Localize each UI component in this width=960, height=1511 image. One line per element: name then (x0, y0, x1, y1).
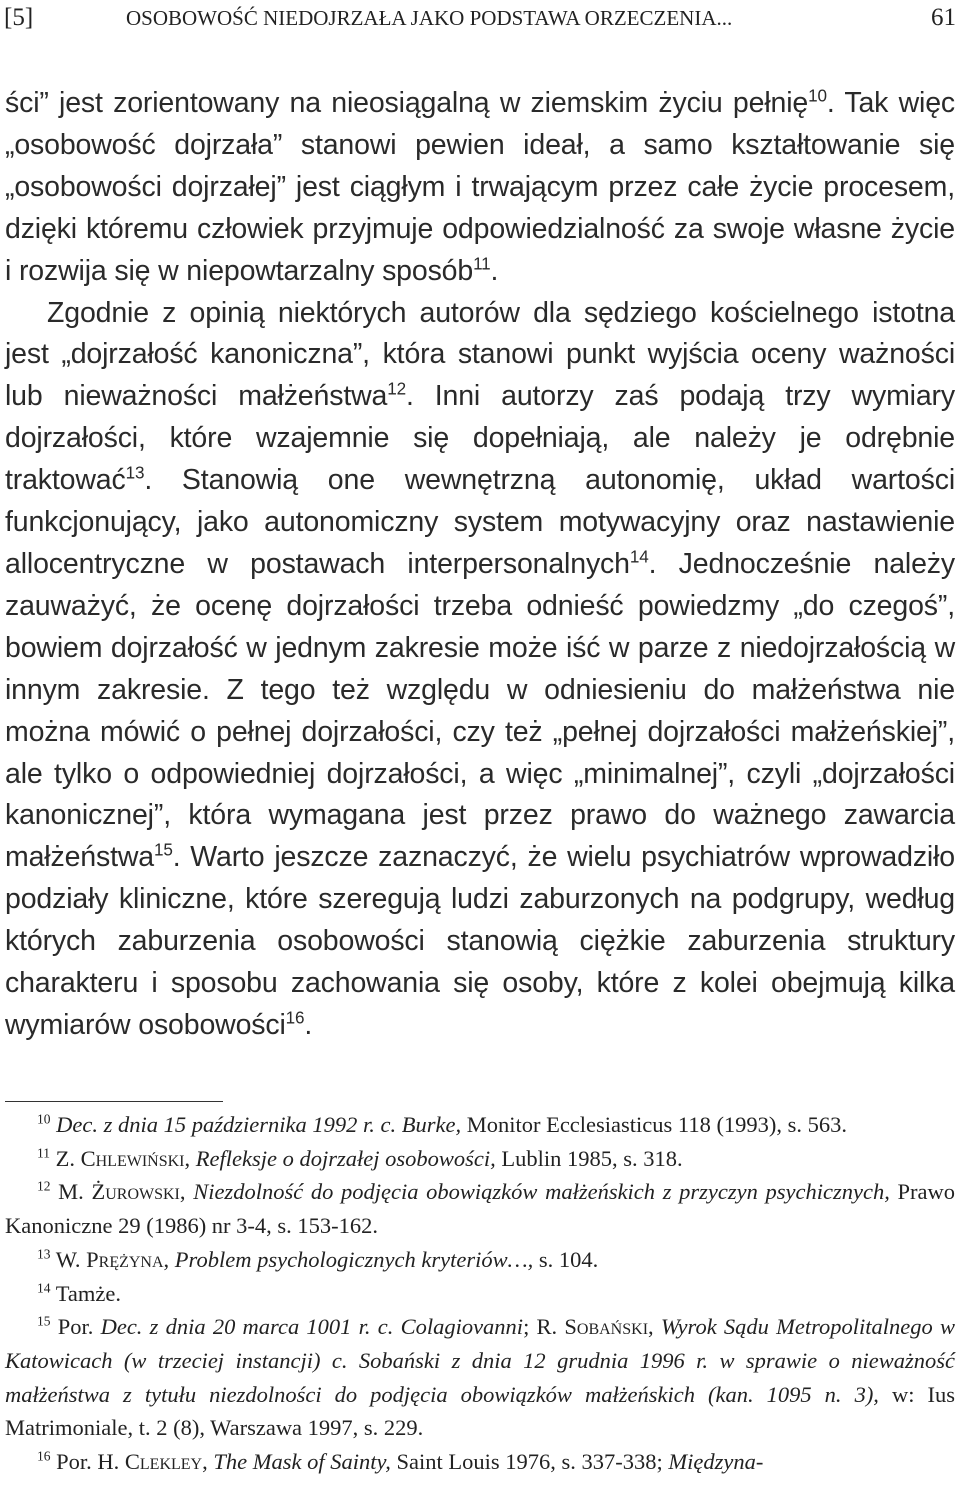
footnote-number: 14 (37, 1280, 51, 1296)
text-run: . (304, 1008, 313, 1041)
footnote-italic: Międzyna- (668, 1449, 764, 1475)
author-name: Chlewiński (80, 1145, 185, 1171)
footnote-lead: Por. H. (56, 1449, 125, 1475)
paragraph-continued (5, 83, 955, 293)
footnote-text: w: Ius Matrimoniale, t. 2 (8), Warszawa 1997, s. 229. (5, 1381, 956, 1441)
separator: , (648, 1314, 661, 1340)
footnote-number: 13 (37, 1246, 51, 1262)
footnote-italic: Dec. z dnia 20 marca 1001 r. c. Colagiovanni (100, 1314, 524, 1340)
running-header (4, 0, 956, 40)
footnote-ref-14[interactable]: 14 (629, 547, 649, 567)
footnote-ref-11[interactable]: 11 (473, 254, 491, 274)
text-run: . Stanowią one wewnętrzną autonomię, układ wartości funkcjonujący, jako autonomiczny system motywacyjny oraz nastawienie allocentryczne w postawach interpersonalnych (5, 464, 955, 580)
author-name: Clekley (124, 1449, 203, 1475)
footnote-text: Prawo Kanoniczne 29 (1986) nr 3-4, s. 153-162. (5, 1179, 955, 1239)
running-title: OSOBOWOŚĆ NIEDOJRZAŁA JAKO PODSTAWA ORZECZENIA... (126, 6, 733, 30)
footnote-text: Lublin 1985, s. 318. (495, 1145, 683, 1171)
body-text (5, 83, 955, 1047)
author-initial: M. (58, 1179, 92, 1205)
separator: ; R. (523, 1314, 565, 1340)
footnote-16 (5, 1445, 955, 1479)
paragraph (5, 293, 955, 1047)
page-number: 61 (931, 4, 956, 31)
footnote-ref-15[interactable]: 15 (153, 840, 173, 860)
footnote-italic: The Mask of Sainty, (213, 1449, 391, 1475)
footnote-number: 12 (37, 1178, 51, 1194)
footnote-number: 11 (37, 1145, 50, 1161)
footnote-15 (5, 1310, 955, 1445)
footnote-italic: Niezdolność do podjęcia obowiązków małżeńskich z przyczyn psychicznych, (193, 1179, 890, 1205)
footnote-text: Saint Louis 1976, s. 337-338; (390, 1449, 669, 1475)
footnote-ref-16[interactable]: 16 (285, 1008, 305, 1028)
section-marker: [5] (4, 4, 34, 31)
text-run: ści” jest zorientowany na nieosiągalną w ziemskim życiu pełnię (5, 87, 809, 119)
separator: , (202, 1449, 214, 1475)
footnote-text: Monitor Ecclesiasticus 118 (1993), s. 563. (461, 1112, 848, 1137)
footnote-divider (5, 1101, 223, 1102)
separator: , (179, 1179, 194, 1205)
text-run: . Inni autorzy zaś podają trzy wymiary dojrzałości, które wzajemnie się dopełniają, ale należy je odrębnie traktować (5, 380, 955, 497)
separator: , (163, 1246, 175, 1272)
footnote-italic: Refleksje o dojrzałej osobowości, (195, 1145, 496, 1171)
footnote-italic: Wyrok Sądu Metropolitalnego w Katowicach (w trzeciej instancji) c. Sobański z dnia 12 grudnia 1996 r. w sprawie o nieważność małżeństwa z tytułu niezdolności do podjęcia obowiązków małżeńskich (kan. 1095 n. 3), (5, 1314, 955, 1407)
footnote-10 (5, 1108, 955, 1142)
text-run: . Jednocześnie należy zauważyć, że ocenę dojrzałości trzeba odnieść powiedzmy „do czegoś”, bowiem dojrzałość w jednym zakresie może iść w parze z niedojrzałością w innym zakresie. Z tego też względu w odniesieniu do małżeństwa nie można mówić o pełnej dojrzałości, czy też „pełnej dojrzałości małżeńskiej”, ale tylko o odpowiedniej dojrzałości, a więc „minimalnej”, czyli „dojrzałości kanonicznej”, która wymagana jest przez prawo do ważnego zawarcia małżeństwa (5, 547, 955, 874)
separator: , (184, 1145, 196, 1171)
author-name: Prężyna (86, 1246, 164, 1272)
footnote-11 (5, 1142, 955, 1176)
footnote-text: Tamże. (55, 1280, 121, 1306)
footnote-12 (5, 1175, 955, 1242)
footnote-14 (5, 1277, 955, 1311)
footnote-italic: Dec. z dnia 15 października 1992 r. c. Burke, (56, 1112, 462, 1137)
footnote-number: 15 (37, 1313, 51, 1329)
author-initial: W. (55, 1246, 87, 1272)
text-run: . Tak więc „osobowość dojrzała” stanowi pewien ideał, a samo kształtowanie się „osobowości dojrzałej” jest ciągłym i trwającym przez całe życie procesem, dzięki któremu człowiek przyjmuje odpowiedzialność za swoje własne życie i rozwija się w niepowtarzalny sposób (5, 87, 956, 287)
footnote-text: s. 104. (533, 1246, 599, 1272)
author-name: Sobański (564, 1314, 649, 1340)
author-initial: Z. (55, 1145, 81, 1171)
footnote-13 (5, 1243, 955, 1277)
footnotes (5, 1108, 955, 1479)
footnote-ref-13[interactable]: 13 (125, 463, 145, 483)
text-run: . (490, 254, 499, 287)
footnote-number: 16 (37, 1448, 51, 1464)
footnote-lead: Por. (57, 1314, 101, 1340)
footnote-italic: Problem psychologicznych kryteriów…, (174, 1246, 534, 1272)
text-run: Zgodnie z opinią niektórych autorów dla sędziego kościelnego istotna jest „dojrzałość kanoniczna”, która stanowi punkt wyjścia oceny ważności lub nieważności małżeństwa (5, 296, 955, 413)
text-run: . Warto jeszcze zaznaczyć, że wielu psychiatrów wprowadziło podziały kliniczne, które szeregują ludzi zaburzonych na podgrupy, według których zaburzenia osobowości stanowią ciężkie zaburzenia struktury charakteru i sposobu zachowania się osoby, które z kolei obejmują kilka wymiarów osobowości (5, 841, 955, 1041)
author-name: Żurowski (91, 1179, 180, 1205)
footnote-ref-10[interactable]: 10 (808, 86, 827, 106)
footnote-ref-12[interactable]: 12 (387, 379, 406, 399)
footnote-number: 10 (37, 1111, 51, 1127)
